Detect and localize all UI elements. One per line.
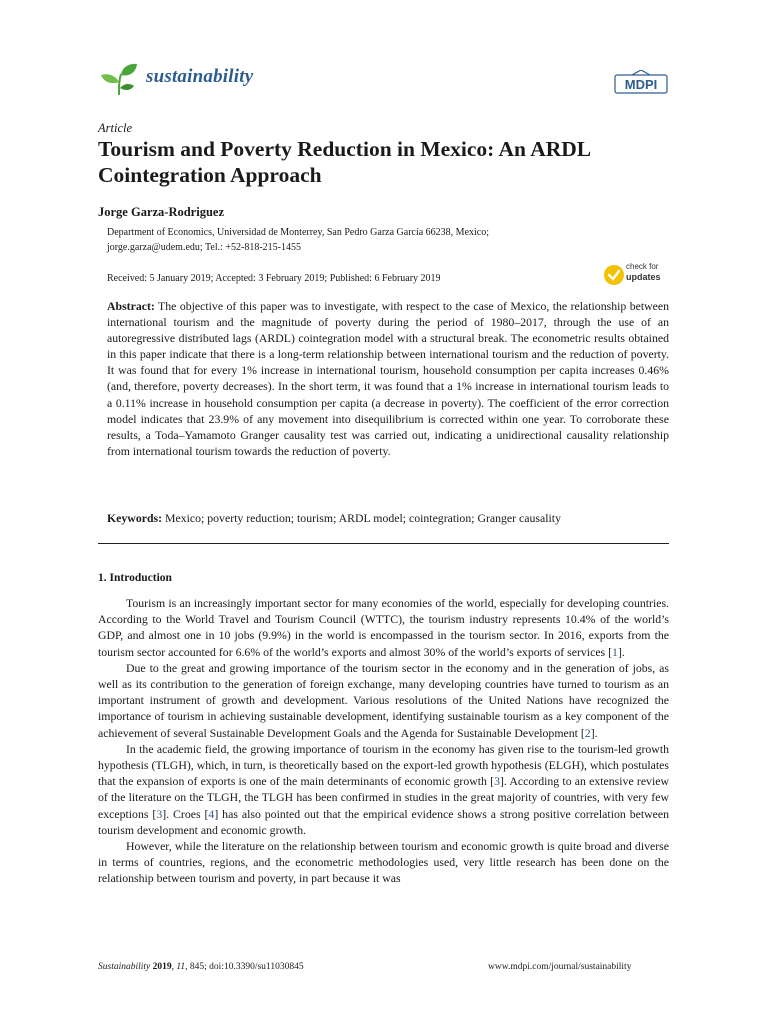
author-name: Jorge Garza-Rodriguez bbox=[98, 205, 225, 219]
article-title: Tourism and Poverty Reduction in Mexico: An ARDL Cointegration Approach bbox=[98, 137, 590, 187]
paragraph-text: Tourism is an increasingly important sector for many economies of the world, especially for developing countries. According to the World Travel and Tourism Council (WTTC), the tourism industry represents 10.4% of the world’s GDP, and almost one in 10 jobs (9.9%) in the world is encompassed in the tourism sector. In 2016, exports from the tourism sector accounted for 6.6% of the world’s exports and almost 30% of the world’s exports of services [ bbox=[98, 596, 669, 659]
abstract-text: The objective of this paper was to investigate, with respect to the case of Mexico, the relationship between international tourism and the magnitude of poverty during the period of 1980–2017, through the use of an autoregressive distributed lags (ARDL) cointegration model with a structural break. The econometric results obtained in this paper indicate that there is a long-term relationship between international tourism and the reduction of poverty. It was found that for every 1% increase in international tourism, household consumption per capita increases 0.46% (and, therefore, poverty decreases). In the short term, it was found that a 1% increase in international tourism leads to a 0.11% increase in household consumption per capita (a decrease in poverty). The coefficient of the error correction model indicates that 23.9% of any movement into disequilibrium is corrected within one year. To corroborate these results, a Toda–Yamamoto Granger causality test was carried out, indicating a unidirectional causality relationship from international tourism towards the reduction of poverty. bbox=[107, 299, 669, 458]
paragraph: However, while the literature on the relationship between tourism and economic growth is quite broad and diverse in terms of countries, regions, and the econometric methodologies used, very little research has been done on the relationship between tourism and poverty, in part because it was bbox=[98, 839, 669, 886]
keywords-text: Mexico; poverty reduction; tourism; ARDL model; cointegration; Granger causality bbox=[165, 511, 561, 525]
check-updates-label[interactable] bbox=[626, 262, 661, 283]
citation-link[interactable]: 2 bbox=[584, 725, 591, 740]
section-divider bbox=[98, 543, 669, 544]
citation-link[interactable]: 3 bbox=[156, 806, 163, 821]
publication-dates: Received: 5 January 2019; Accepted: 3 February 2019; Published: 6 February 2019 bbox=[107, 273, 441, 284]
citation-link[interactable]: 3 bbox=[494, 774, 500, 789]
keywords-label: Keywords: bbox=[107, 511, 163, 525]
footer-doi: , 845; doi:10.3390/su11030845 bbox=[185, 962, 304, 972]
section-heading: 1. Introduction bbox=[98, 572, 172, 584]
journal-url[interactable]: www.mdpi.com/journal/sustainability bbox=[488, 962, 632, 972]
check-updates-line1: check for bbox=[626, 262, 659, 271]
footer-volume: 11 bbox=[176, 962, 186, 972]
paragraph-text: ] has also pointed out that the empirical evidence shows a strong positive correlation between tourism development and economic growth. bbox=[98, 806, 670, 837]
paragraph-text: In the academic field, the growing importance of tourism in the economy has given rise to the tourism-led growth hypothesis (TLGH), which, in turn, is theoretically based on the export-led growth hypothesis (ELGH), which postulates that the expansion of exports is one of the main determinants of economic growth [ bbox=[98, 741, 669, 789]
citation-footer: Sustainability 2019, 11, 845; doi:10.3390/su11030845 bbox=[98, 962, 304, 972]
article-type: Article bbox=[98, 121, 133, 135]
publisher-name: MDPI bbox=[624, 77, 658, 92]
contact-line[interactable]: jorge.garza@udem.edu; Tel.: +52-818-215-1455 bbox=[107, 242, 302, 253]
leaf-icon bbox=[100, 62, 138, 96]
keywords bbox=[107, 510, 669, 526]
paragraph-text: ]. bbox=[617, 644, 625, 659]
affiliation-line: Department of Economics, Universidad de Monterrey, San Pedro Garza García 66238, Mexico; bbox=[107, 227, 490, 238]
paragraph bbox=[98, 660, 669, 741]
abstract bbox=[107, 298, 669, 459]
citation-link[interactable]: 4 bbox=[208, 806, 215, 821]
check-updates-line2: updates bbox=[626, 272, 661, 282]
journal-name[interactable]: sustainability bbox=[146, 66, 254, 87]
paragraph-text: ]. bbox=[590, 725, 598, 740]
paragraph-text: Due to the great and growing importance of the tourism sector in the economy and in the generation of jobs, as well as its contribution to the generation of foreign exchange, many developing countries have turned to tourism as an important instrument of growth and development. Various resolutions of the United Nations have recognized the importance of tourism in achieving sustainable development, identifying sustainable tourism as a key component of the achievement of several Sustainable Development Goals and the Agenda for Sustainable Development [ bbox=[98, 660, 669, 740]
paragraph-text: ]. According to an extensive review of the literature on the TLGH, the TLGH has been confirmed in studies in the great majority of countries, with very few exceptions [ bbox=[98, 774, 669, 821]
footer-year: 2019 bbox=[152, 962, 172, 972]
affiliation bbox=[107, 225, 637, 255]
paragraph-text: ]. Croes [ bbox=[162, 806, 209, 821]
citation-link[interactable]: 1 bbox=[612, 644, 618, 659]
abstract-label: Abstract: bbox=[107, 299, 155, 313]
paragraph bbox=[98, 595, 669, 660]
introduction-body bbox=[98, 595, 669, 887]
mdpi-logo[interactable] bbox=[614, 70, 668, 96]
footer-journal: Sustainability bbox=[98, 962, 151, 972]
paragraph bbox=[98, 741, 669, 838]
